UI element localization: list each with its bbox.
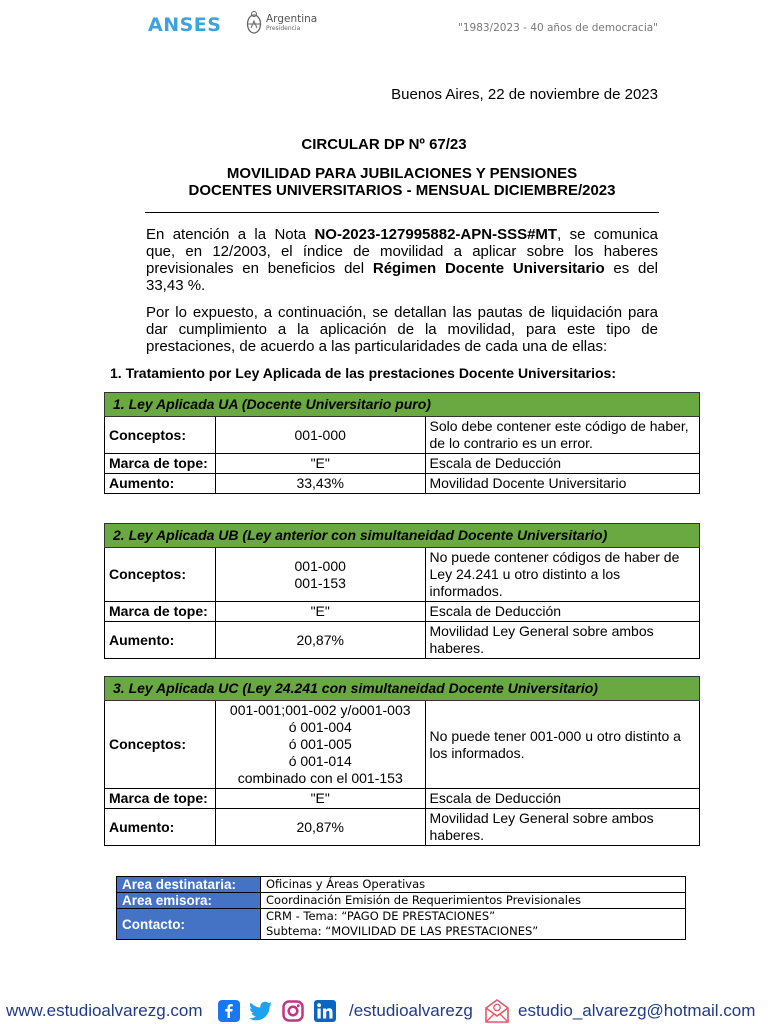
- contacto-tema: CRM - Tema: “PAGO DE PRESTACIONES”: [266, 909, 496, 923]
- row-label: Aumento:: [105, 809, 216, 846]
- table-row: [105, 622, 700, 659]
- circular-number: CIRCULAR DP Nº 67/23: [301, 136, 467, 153]
- section-heading: 1. Tratamiento por Ley Aplicada de las prestaciones Docente Universitarios:: [110, 365, 616, 381]
- contacto-subtema: Subtema: “MOVILIDAD DE LAS PRESTACIONES”: [266, 924, 539, 938]
- argentina-presidencia-logo: [246, 10, 317, 36]
- concept-code: ó 001-005: [288, 736, 352, 752]
- document-title-line-1: MOVILIDAD PARA JUBILACIONES Y PENSIONES: [226, 165, 578, 182]
- header-motto: "1983/2023 - 40 años de democracia": [458, 22, 659, 34]
- row-value: "E": [215, 789, 425, 809]
- row-label: Conceptos:: [105, 417, 216, 454]
- nota-reference: NO-2023-127995882-APN-SSS#MT: [314, 226, 558, 243]
- distribution-info-table: [116, 876, 686, 940]
- linkedin-icon[interactable]: [313, 999, 337, 1023]
- row-description: No puede contener códigos de haber de Ley 24.241 u otro distinto a los informados.: [425, 548, 700, 602]
- concept-code: 001-001;001-002 y/o001-003: [229, 702, 411, 718]
- table-row: [105, 454, 700, 474]
- ley-uc-table: [104, 676, 700, 846]
- row-description: Movilidad Ley General sobre ambos haberes.: [425, 622, 700, 659]
- row-description: Escala de Deducción: [425, 789, 699, 809]
- table-heading: 3. Ley Aplicada UC (Ley 24.241 con simultaneidad Docente Universitario): [105, 677, 700, 701]
- contacto-label: Contacto:: [117, 909, 261, 940]
- concept-code: combinado con el 001-153: [237, 770, 403, 786]
- intro-paragraph: [146, 226, 658, 294]
- second-paragraph: Por lo expuesto, a continuación, se detallan las pautas de liquidación para dar cumplimiento a la aplicación de la movilidad, para este tipo de prestaciones, de acuerdo a las particularidades de cada una de ellas:: [146, 304, 658, 355]
- row-label: Marca de tope:: [105, 789, 216, 809]
- facebook-icon[interactable]: [217, 999, 241, 1023]
- intro-text-a: En atención a la Nota: [146, 226, 315, 243]
- social-icons: [217, 999, 337, 1023]
- instagram-icon[interactable]: [281, 999, 305, 1023]
- row-value: [215, 701, 425, 789]
- info-row: [117, 909, 686, 940]
- document-title: [0, 165, 768, 199]
- row-label: Conceptos:: [105, 548, 216, 602]
- row-description: Solo debe contener este código de haber, de lo contrario es un error.: [425, 417, 700, 454]
- email-icon[interactable]: [483, 998, 511, 1024]
- info-row: [117, 893, 686, 909]
- area-destinataria-value: Oficinas y Áreas Operativas: [261, 877, 686, 893]
- table-heading: 1. Ley Aplicada UA (Docente Universitario puro): [105, 393, 700, 417]
- row-value: [215, 548, 425, 602]
- row-value: "E": [215, 602, 425, 622]
- document-date: Buenos Aires, 22 de noviembre de 2023: [391, 86, 658, 103]
- footer-bar: [0, 997, 768, 1024]
- concept-code: 001-000: [294, 557, 346, 574]
- table-row: [105, 417, 700, 454]
- anses-logo: ANSES: [148, 14, 222, 36]
- row-label: Aumento:: [105, 622, 216, 659]
- social-handle[interactable]: /estudioalvarezg: [349, 1000, 473, 1020]
- area-destinataria-label: Area destinataria:: [117, 877, 261, 893]
- table-heading: 2. Ley Aplicada UB (Ley anterior con simultaneidad Docente Universitario): [105, 524, 700, 548]
- intro-text-c: es del 33,43 %.: [146, 260, 659, 294]
- document-title-line-2: DOCENTES UNIVERSITARIOS - MENSUAL DICIEMBRE/2023: [188, 182, 616, 199]
- table-row: [105, 474, 700, 494]
- row-label: Aumento:: [105, 474, 216, 494]
- area-emisora-label: Area emisora:: [117, 893, 261, 909]
- table-row: [105, 602, 700, 622]
- row-value: 20,87%: [215, 622, 425, 659]
- table-row: [105, 809, 700, 846]
- argentina-shield-icon: [246, 10, 262, 36]
- concept-code: ó 001-014: [288, 753, 352, 769]
- document-header: [0, 0, 768, 50]
- row-value: 001-000: [215, 417, 425, 454]
- info-row: [117, 877, 686, 893]
- row-description: Escala de Deducción: [425, 602, 700, 622]
- regimen-name: Régimen Docente Universitario: [372, 260, 605, 277]
- row-value: "E": [215, 454, 425, 474]
- twitter-icon[interactable]: [249, 999, 273, 1023]
- row-label: Marca de tope:: [105, 454, 216, 474]
- row-description: Escala de Deducción: [425, 454, 700, 474]
- row-description: Movilidad Docente Universitario: [425, 474, 700, 494]
- contacto-value: [261, 909, 686, 940]
- email-address[interactable]: estudio_alvarezg@hotmail.com: [518, 1000, 756, 1020]
- ley-ub-table: [104, 523, 700, 659]
- website-link[interactable]: www.estudioalvarezg.com: [6, 1000, 203, 1020]
- title-divider: [145, 212, 659, 213]
- row-label: Conceptos:: [105, 701, 216, 789]
- concept-code: 001-153: [294, 574, 346, 591]
- table-row: [105, 789, 700, 809]
- concept-code: ó 001-004: [288, 719, 352, 735]
- ley-ua-table: [104, 392, 700, 494]
- row-label: Marca de tope:: [105, 602, 216, 622]
- area-emisora-value: Coordinación Emisión de Requerimientos Previsionales: [261, 893, 686, 909]
- table-row: [105, 548, 700, 602]
- intro-text-b: , se comunica que, en 12/2003, el índice de movilidad a aplicar sobre los haberes previsionales en beneficios del: [146, 226, 658, 277]
- row-description: Movilidad Ley General sobre ambos haberes.: [425, 809, 699, 846]
- table-row: [105, 701, 700, 789]
- argentina-wordmark: Argentina: [266, 12, 318, 25]
- row-value: 33,43%: [215, 474, 425, 494]
- row-value: 20,87%: [215, 809, 425, 846]
- row-description: No puede tener 001-000 u otro distinto a los informados.: [425, 701, 699, 789]
- presidencia-wordmark: Presidencia: [266, 25, 301, 33]
